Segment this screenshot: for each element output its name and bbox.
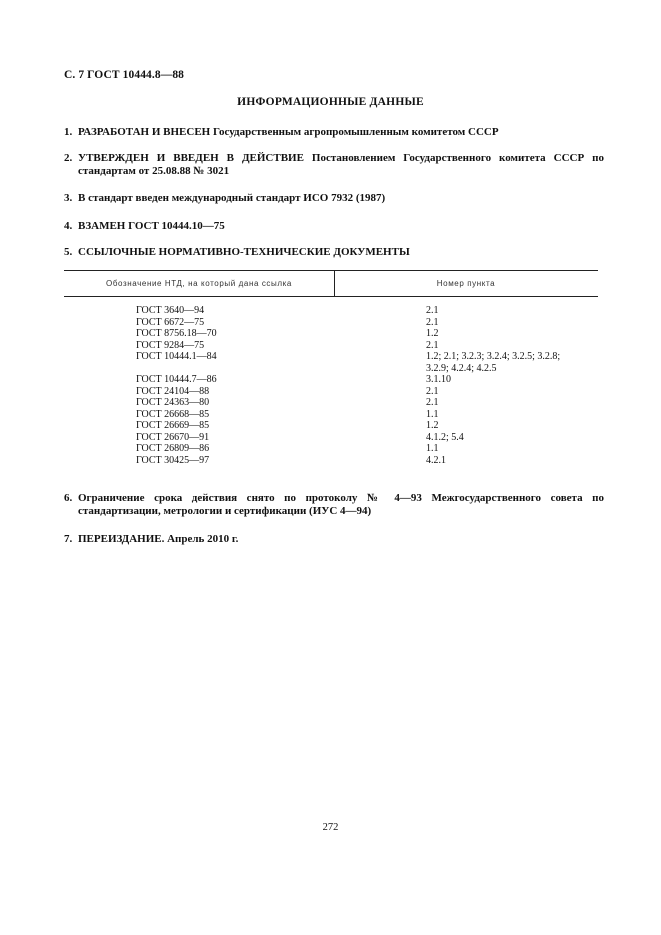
table-cell: ГОСТ 26670—91 [136, 431, 210, 443]
list-item [64, 126, 604, 139]
list-item [64, 220, 604, 233]
table-cell: 4.1.2; 5.4 [426, 431, 464, 443]
table-cell: ГОСТ 9284—75 [136, 339, 205, 351]
item-number: 7. [64, 533, 73, 545]
table-cell: 3.2.9; 4.2.4; 4.2.5 [426, 362, 497, 374]
table-cell: ГОСТ 26809—86 [136, 443, 210, 454]
table-header-ntd: Обозначение НТД, на который дана ссылка [106, 279, 292, 288]
table-header-rule [64, 296, 598, 297]
list-item [64, 192, 604, 205]
item-text: ПЕРЕИЗДАНИЕ. Апрель 2010 г. [78, 533, 239, 545]
table-cell: ГОСТ 26668—85 [136, 408, 210, 420]
table-cell: ГОСТ 6672—75 [136, 316, 205, 328]
table-cell: 1.1 [426, 408, 439, 420]
table-cell: 1.2; 2.1; 3.2.3; 3.2.4; 3.2.5; 3.2.8; [426, 351, 561, 362]
table-cell: ГОСТ 10444.7—86 [136, 374, 217, 385]
table-cell: ГОСТ 3640—94 [136, 305, 205, 316]
table-cell: 2.1 [426, 305, 439, 316]
item-number: 2. [64, 152, 73, 164]
table-cell: 1.2 [426, 328, 439, 339]
table-cell: ГОСТ 8756.18—70 [136, 328, 217, 339]
table-cell: 1.2 [426, 420, 439, 431]
table-cell: 3.1.10 [426, 374, 451, 385]
table-column-clause [426, 305, 560, 466]
page-number: 272 [322, 822, 339, 833]
table-cell: 2.1 [426, 339, 439, 351]
table-cell: ГОСТ 10444.1—84 [136, 351, 217, 362]
table-cell: 2.1 [426, 385, 439, 397]
table-cell: ГОСТ 24363—80 [136, 397, 210, 408]
item-text: В стандарт введен международный стандарт ИСО 7932 (1987) [78, 192, 386, 204]
table-cell: ГОСТ 26669—85 [136, 420, 210, 431]
table-cell: 1.1 [426, 443, 439, 454]
item-text: УТВЕРЖДЕН И ВВЕДЕН В ДЕЙСТВИЕ Постановлением Государственного комитета СССР по стандартам от 25.08.88 № 3021 [78, 152, 604, 177]
table-cell: 4.2.1 [426, 454, 446, 466]
item-number: 3. [64, 192, 73, 204]
item-text: ВЗАМЕН ГОСТ 10444.10—75 [78, 220, 225, 232]
table-top-rule [64, 270, 598, 271]
list-item [64, 152, 604, 178]
item-number: 4. [64, 220, 73, 232]
table-cell: ГОСТ 24104—88 [136, 385, 210, 397]
item-number: 6. [64, 492, 73, 504]
table-cell: 2.1 [426, 316, 439, 328]
list-item [64, 492, 604, 518]
table-column-ntd [136, 305, 217, 466]
list-item [64, 533, 604, 546]
section-title: ИНФОРМАЦИОННЫЕ ДАННЫЕ [237, 96, 424, 108]
table-header-clause: Номер пункта [436, 279, 496, 288]
table-column-divider [334, 270, 335, 297]
page-header: С. 7 ГОСТ 10444.8—88 [64, 69, 185, 81]
item-text: РАЗРАБОТАН И ВНЕСЕН Государственным агропромышленным комитетом СССР [78, 126, 499, 138]
table-cell: ГОСТ 30425—97 [136, 454, 210, 466]
item-text: ССЫЛОЧНЫЕ НОРМАТИВНО-ТЕХНИЧЕСКИЕ ДОКУМЕНТЫ [78, 246, 410, 258]
item-number: 5. [64, 246, 73, 258]
table-cell: 2.1 [426, 397, 439, 408]
item-number: 1. [64, 126, 73, 138]
list-item [64, 246, 604, 259]
table-cell [136, 363, 217, 375]
item-text: Ограничение срока действия снято по протоколу № 4—93 Межгосударственного совета по стандартизации, метрологии и сертификации (ИУС 4—94) [78, 492, 604, 517]
